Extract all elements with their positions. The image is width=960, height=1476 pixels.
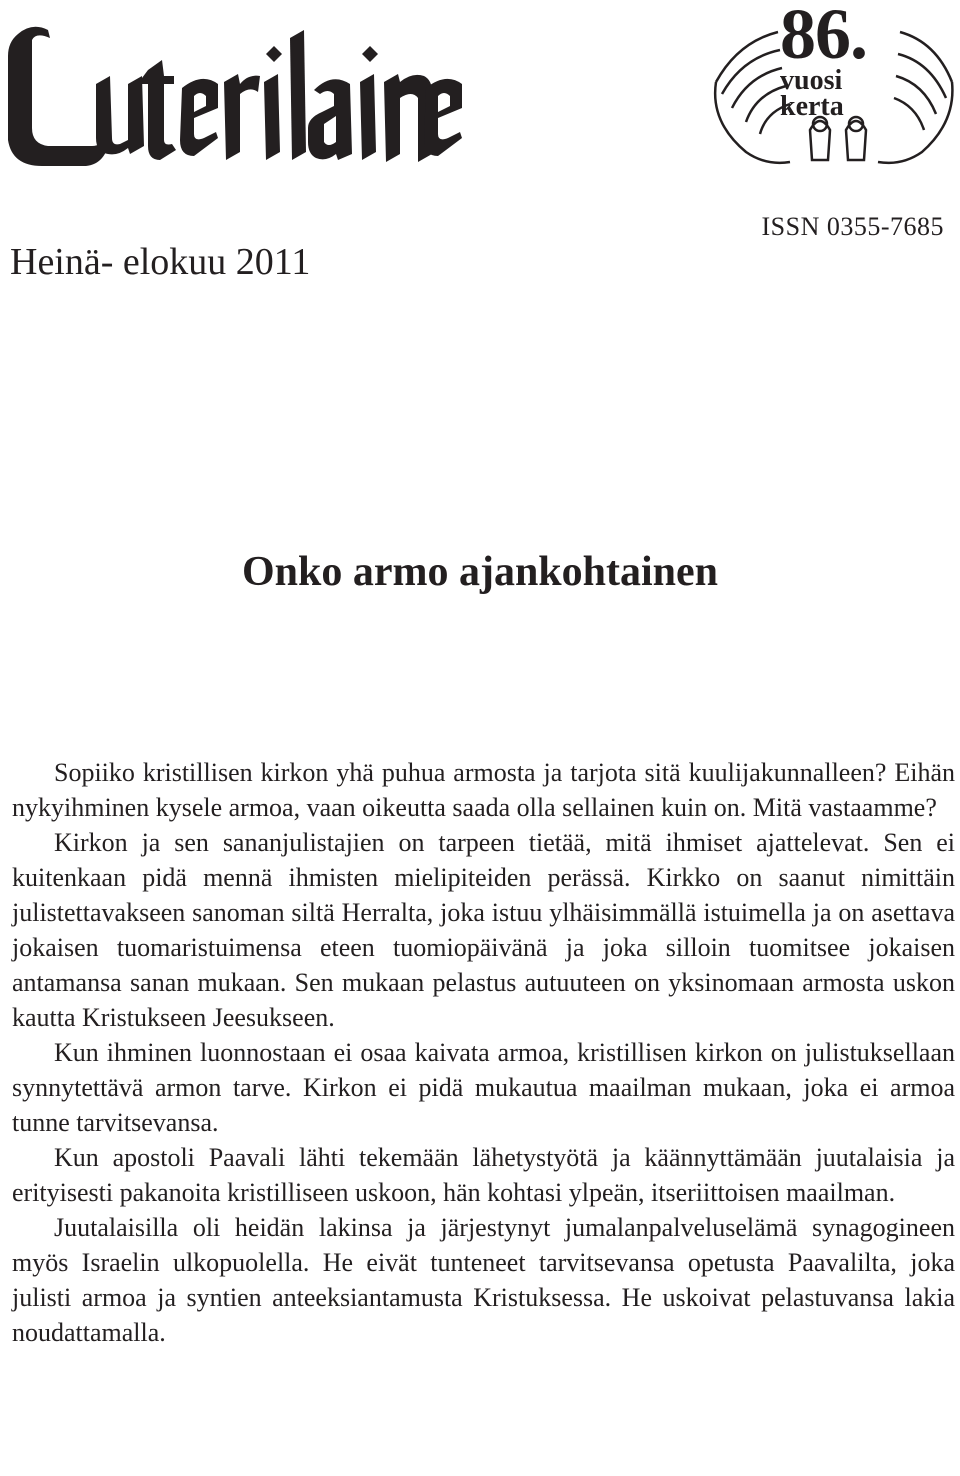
issue-date: Heinä- elokuu 2011: [10, 241, 311, 283]
volume-emblem: [700, 2, 956, 180]
article-paragraph: Sopiiko kristillisen kirkon yhä puhua armosta ja tarjota sitä kuulijakunnalleen? Eihän nykyihminen kysele armoa, vaan oikeutta saada olla sellainen kuin on. Mitä vastaamme?: [12, 758, 955, 822]
masthead-logo: [8, 14, 483, 189]
article-paragraph: Juutalaisilla oli heidän lakinsa ja järjestynyt jumalanpalveluselämä synagogineen myös Israelin ulkopuolella. He eivät tunteneet tarvitsevansa opetusta Paavalilta, joka julisti armoa ja syntien anteeksiantamusta Kristuksessa. He uskoivat pelastuvansa lakia noudattamalla.: [12, 1213, 955, 1347]
volume-word: vuosi: [780, 65, 843, 96]
article-paragraph: Kun ihminen luonnostaan ei osaa kaivata armoa, kristillisen kirkon on julistuksellaan synnytettävä armon tarve. Kirkon ei pidä mukautua maailman mukaan, joka ei armoa tunne tarvitsevansa.: [12, 1038, 955, 1137]
article-headline: Onko armo ajankohtainen: [241, 549, 719, 595]
edition-word: kerta: [780, 91, 844, 122]
article-paragraph: Kun apostoli Paavali lähti tekemään lähetystyötä ja käännyttämään juutalaisia ja erityisesti pakanoita kristilliseen uskoon, hän kohtasi ylpeän, itseriittoisen maailman.: [12, 1143, 955, 1207]
volume-number: 86.: [780, 0, 867, 74]
article-paragraph: Kirkon ja sen sananjulistajien on tarpeen tietää, mitä ihmiset ajattelevat. Sen ei kuitenkaan pidä mennä ihmisten mielipiteiden perässä. Kirkko on saanut nimittäin julistettavakseen sanoman siltä Herralta, joka istuu ylhäisimmällä istuimella ja on asettava jokaisen tuomaristuimensa eteen tuomiopäivänä ja joka silloin tuomitsee jokaisen antamansa sanan mukaan. Sen mukaan pelastus autuuteen on yksinomaan armosta uskon kautta Kristukseen Jeesukseen.: [12, 828, 955, 1032]
issn-number: ISSN 0355-7685: [761, 212, 944, 241]
blackletter-wordmark-graphic: [8, 14, 483, 189]
article-body: [12, 755, 955, 1350]
